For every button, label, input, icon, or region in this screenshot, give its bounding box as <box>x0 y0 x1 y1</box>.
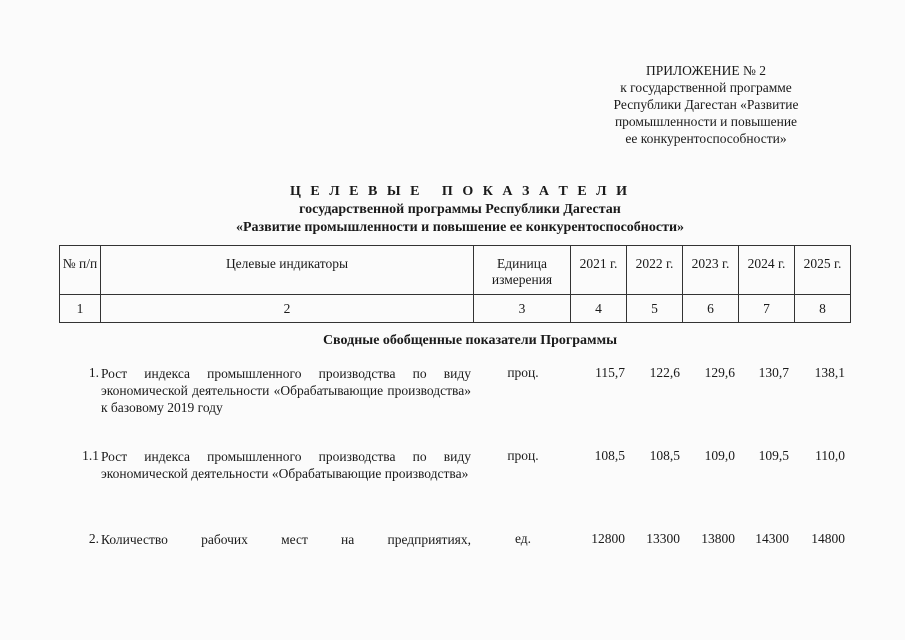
indicator-value: 129,6 <box>704 365 735 380</box>
document-subtitle: государственной программы Республики Дагестан <box>299 202 621 217</box>
appendix-line: к государственной программе <box>620 80 792 95</box>
column-header-unit-label: Единица измерения <box>491 256 553 287</box>
indicator-value: 138,1 <box>814 365 845 380</box>
column-number: 7 <box>739 295 795 323</box>
indicator-value: 14800 <box>811 531 845 546</box>
column-header-num <box>60 246 101 295</box>
column-number: 8 <box>795 295 851 323</box>
column-header-year-label: 2021 г. <box>579 256 618 271</box>
document-heading <box>150 183 770 237</box>
indicator-text: Рост индекса промышленного производства по виду экономической деятельности «Обрабатывающие производства» <box>101 449 471 481</box>
column-number: 1 <box>60 295 101 323</box>
column-number: 5 <box>627 295 683 323</box>
column-header-year <box>683 246 739 295</box>
indicator-value: 108,5 <box>594 448 625 463</box>
column-header-year <box>795 246 851 295</box>
row-number: 1.1 <box>82 448 99 463</box>
column-header-num-label: № п/п <box>62 256 98 271</box>
column-number: 3 <box>474 295 571 323</box>
appendix-line: промышленности и повышение <box>614 114 798 129</box>
indicator-value: 108,5 <box>649 448 680 463</box>
column-header-year <box>571 246 627 295</box>
indicator-value: 13800 <box>701 531 735 546</box>
indicator-value: 14300 <box>755 531 789 546</box>
document-subtitle: «Развитие промышленности и повышение ее конкурентоспособности» <box>235 220 685 235</box>
indicator-unit: проц. <box>507 365 539 380</box>
indicator-text: Количество рабочих мест на предприятиях, <box>101 532 471 547</box>
indicator-value: 109,5 <box>758 448 789 463</box>
indicator-value: 115,7 <box>595 365 625 380</box>
indicator-value: 130,7 <box>758 365 789 380</box>
column-number: 2 <box>101 295 474 323</box>
column-header-indicators-label: Целевые индикаторы <box>225 256 349 271</box>
appendix-line: Республики Дагестан «Развитие <box>613 97 799 112</box>
indicator-value: 110,0 <box>815 448 845 463</box>
indicator-text: Рост индекса промышленного производства по виду экономической деятельности «Обрабатывающие производства» к базовому 2019 году <box>101 366 471 415</box>
row-number: 1. <box>88 365 99 380</box>
appendix-line: ее конкурентоспособности» <box>625 131 787 146</box>
indicator-unit: проц. <box>507 448 539 463</box>
indicator-value: 13300 <box>646 531 680 546</box>
indicators-table-header <box>59 245 851 323</box>
column-header-year-label: 2022 г. <box>635 256 674 271</box>
column-header-indicators <box>101 246 474 295</box>
document-title: Ц Е Л Е В Ы Е П О К А З А Т Е Л И <box>290 184 630 199</box>
column-header-year-label: 2024 г. <box>747 256 786 271</box>
indicator-value: 109,0 <box>704 448 735 463</box>
column-number: 4 <box>571 295 627 323</box>
column-header-year-label: 2025 г. <box>803 256 842 271</box>
column-header-year-label: 2023 г. <box>691 256 730 271</box>
column-header-year <box>739 246 795 295</box>
column-number: 6 <box>683 295 739 323</box>
column-header-year <box>627 246 683 295</box>
indicator-value: 122,6 <box>649 365 680 380</box>
appendix-note <box>590 62 822 147</box>
section-title: Сводные обобщенные показатели Программы <box>322 333 618 348</box>
row-number: 2. <box>88 531 99 546</box>
indicator-unit: ед. <box>514 531 532 546</box>
indicator-value: 12800 <box>591 531 625 546</box>
appendix-line: ПРИЛОЖЕНИЕ № 2 <box>645 63 767 78</box>
column-header-unit <box>474 246 571 295</box>
